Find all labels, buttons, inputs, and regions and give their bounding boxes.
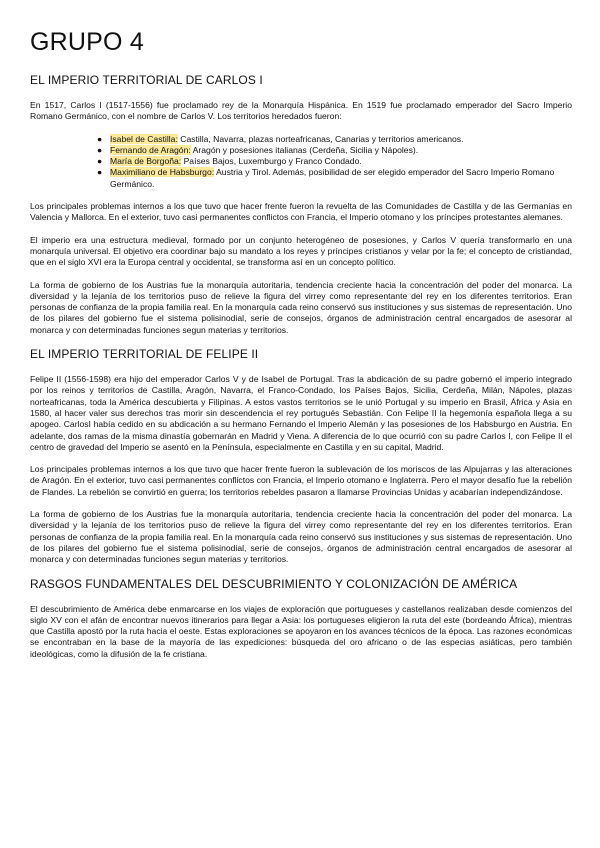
- section-heading-america: RASGOS FUNDAMENTALES DEL DESCUBRIMIENTO Y COLONIZACIÓN DE AMÉRICA: [30, 576, 518, 591]
- highlighted-name: Isabel de Castilla:: [110, 133, 178, 144]
- list-item-text: Países Bajos, Luxemburgo y Franco Condado.: [181, 156, 362, 167]
- highlighted-name: Maximiliano de Habsburgo:: [110, 167, 215, 178]
- highlighted-name: María de Borgoña:: [110, 156, 182, 167]
- list-item: [97, 167, 572, 190]
- page-title: GRUPO 4: [30, 28, 144, 56]
- paragraph: Felipe II (1556-1598) era hijo del emperador Carlos V y de Isabel de Portugal. Tras la abdicación de su padre gobernó el imperio integrado por los reinos y territorios de Castilla, Aragón, Navarra, el Franco-Condado, los Países Bajos, Sicilia, Cerdeña, Milán, Nápoles, plazas norteafricanas, toda la América descubierta y Filipinas. A estos vastos territorios se le unió Portugal y su imperio en Brasil, África y Asia en 1580, al hacer valer sus derechos tras morir sin descendencia el rey portugués Sebastián. Con Felipe II la hegemonía española llega a su apogeo. CarlosI había cedido en su abdicación a su hermano Fernando el Imperio Alemán y las posesiones de los Habsburgo en Austria. En adelante, dos ramas de la misma dinastía gobernarán en Madrid y Viena. A diferencia de lo que ocurrió con su padre Carlos I, con Felipe II el centro de gravedad del Imperio se asentó en la Península, especialmente en Castilla y en su capital, Madrid.: [30, 374, 572, 452]
- highlighted-name: Fernando de Aragón:: [110, 144, 191, 155]
- list-item-text: Aragón y posesiones italianas (Cerdeña, Sicilia y Nápoles).: [190, 144, 419, 155]
- list-item-text: Castilla, Navarra, plazas norteafricanas, Canarias y territorios americanos.: [177, 133, 464, 144]
- bullet-icon: ●: [97, 167, 103, 178]
- section-heading-felipe-ii: EL IMPERIO TERRITORIAL DE FELIPE II: [30, 347, 259, 362]
- bullet-icon: ●: [97, 133, 103, 144]
- paragraph: La forma de gobierno de los Austrias fue la monarquía autoritaria, tendencia creciente hacia la concentración del poder del monarca. La diversidad y la lejanía de los territorios puso de relieve la figura del virrey como representante del rey en los diferentes territorios. Eran personas de confianza de la propia familia real. En la monarquía cada reino conservó sus instituciones y sus sistemas de representación. Uno de los pilares del gobierno fue el sistema polisinodial, serie de consejos, órganos de administración central encargados de asesorar al monarca y con determinadas funciones segun materias y territorios.: [30, 279, 572, 335]
- paragraph: El imperio era una estructura medieval, formado por un conjunto heterogéneo de posesiones, y Carlos V quería transformarlo en una monarquía universal. El objetivo era coordinar bajo su mandato a los reyes y príncipes cristianos y velar por la fe; el concepto de cristiandad, que en el siglo XVI era la Europa central y occidental, se transforma así en un concepto político.: [30, 234, 572, 268]
- paragraph: La forma de gobierno de los Austrias fue la monarquía autoritaria, tendencia creciente hacia la concentración del poder del monarca. La diversidad y la lejanía de los territorios puso de relieve la figura del virrey como representante del rey en los diferentes territorios. Eran personas de confianza de la propia familia real. En la monarquía cada reino conservó sus instituciones y sus sistemas de representación. Uno de los pilares del gobierno fue el sistema polisinodial, serie de consejos, órganos de administración central encargados de asesorar al monarca y con determinadas funciones segun materias y territorios.: [30, 509, 572, 565]
- list-item: [97, 144, 572, 156]
- list-item: [97, 156, 572, 167]
- list-item-text: Austria y Tirol. Además, posibilidad de ser elegido emperador del Sacro Imperio Romano Germánico.: [110, 167, 555, 189]
- paragraph-intro: En 1517, Carlos I (1517-1556) fue proclamado rey de la Monarquía Hispánica. En 1519 fue proclamado emperador del Sacro Imperio Romano Germánico, con el nombre de Carlos V. Los territorios heredados fueron:: [30, 100, 572, 122]
- paragraph: Los principales problemas internos a los que tuvo que hacer frente fueron la sublevación de los moriscos de las Alpujarras y las alteraciones de Aragón. En el exterior, tuvo casi permanentes conflictos con Francia, el Imperio otomano e Inglaterra. Pero el mayor desafío fue la rebelión de Flandes. La rebelión se convirtió en guerra; los territorios rebeldes pasaron a llamarse Provincias Unidas y acabarían independizándose.: [30, 464, 572, 497]
- paragraph: Los principales problemas internos a los que tuvo que hacer frente fueron la revuelta de las Comunidades de Castilla y de las Germanías en Valencia y Mallorca. En el exterior, tuvo casi permanentes conflictos con Francia, el Imperio otomano y los príncipes protestantes alemanes.: [30, 201, 572, 223]
- section-heading-carlos-i: EL IMPERIO TERRITORIAL DE CARLOS I: [30, 73, 263, 87]
- territories-list: [30, 134, 572, 190]
- list-item: [97, 133, 572, 145]
- bullet-icon: ●: [97, 144, 103, 155]
- paragraph: El descubrimiento de América debe enmarcarse en los viajes de exploración que portugueses y castellanos realizaban desde comienzos del siglo XV con el afán de encontrar nuevos itinerarios para llegar a Asia: los portugueses eligieron la ruta del este (bordeando África), mientras que Castilla apostó por la ruta hacia el oeste. Estas exploraciones se apoyaron en los avances técnicos de la época. Las razones económicas se encontraban en la base de la mayoría de las expediciones: búsqueda del oro africano o de las especias asiáticas, pero también ideológicas, como la difusión de la fe cristiana.: [30, 603, 572, 659]
- bullet-icon: ●: [97, 156, 103, 167]
